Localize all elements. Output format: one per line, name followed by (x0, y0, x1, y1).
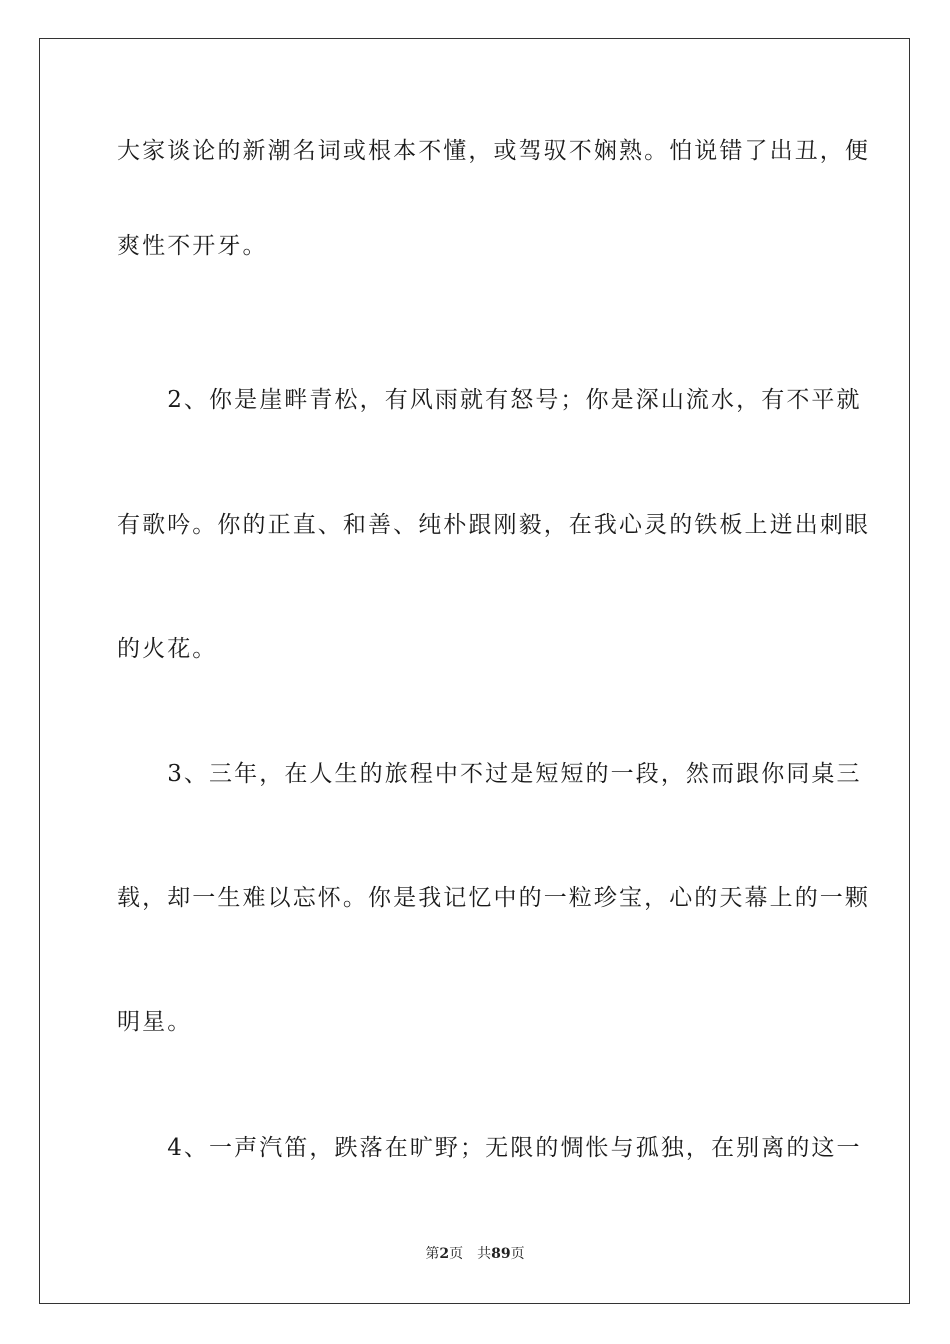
text-line: 爽性不开牙。 (117, 233, 268, 259)
text-line: 的火花。 (117, 636, 218, 662)
text-line: 2、你是崖畔青松，有风雨就有怒号；你是深山流水，有不平就 (117, 387, 862, 413)
text-line: 4、一声汽笛，跌落在旷野；无限的惆怅与孤独，在别离的这一 (117, 1135, 862, 1161)
text-line: 大家谈论的新潮名词或根本不懂，或驾驭不娴熟。怕说错了出丑，便 (117, 138, 870, 164)
total-pages: 89 (491, 1246, 511, 1262)
text-line: 3、三年，在人生的旅程中不过是短短的一段，然而跟你同桌三 (117, 761, 862, 787)
text-line: 载，却一生难以忘怀。你是我记忆中的一粒珍宝，心的天幕上的一颗 (117, 885, 870, 911)
text-line: 明星。 (117, 1009, 193, 1035)
page-number: 2 (439, 1246, 450, 1262)
page-prefix: 第 (425, 1246, 440, 1262)
text-line: 有歌吟。你的正直、和善、纯朴跟刚毅，在我心灵的铁板上迸出刺眼 (117, 512, 870, 538)
total-suffix: 页 (510, 1246, 525, 1262)
total-prefix: 共 (477, 1246, 492, 1262)
page-border (39, 38, 910, 1304)
page-footer (0, 1245, 950, 1263)
page-suffix: 页 (449, 1246, 464, 1262)
